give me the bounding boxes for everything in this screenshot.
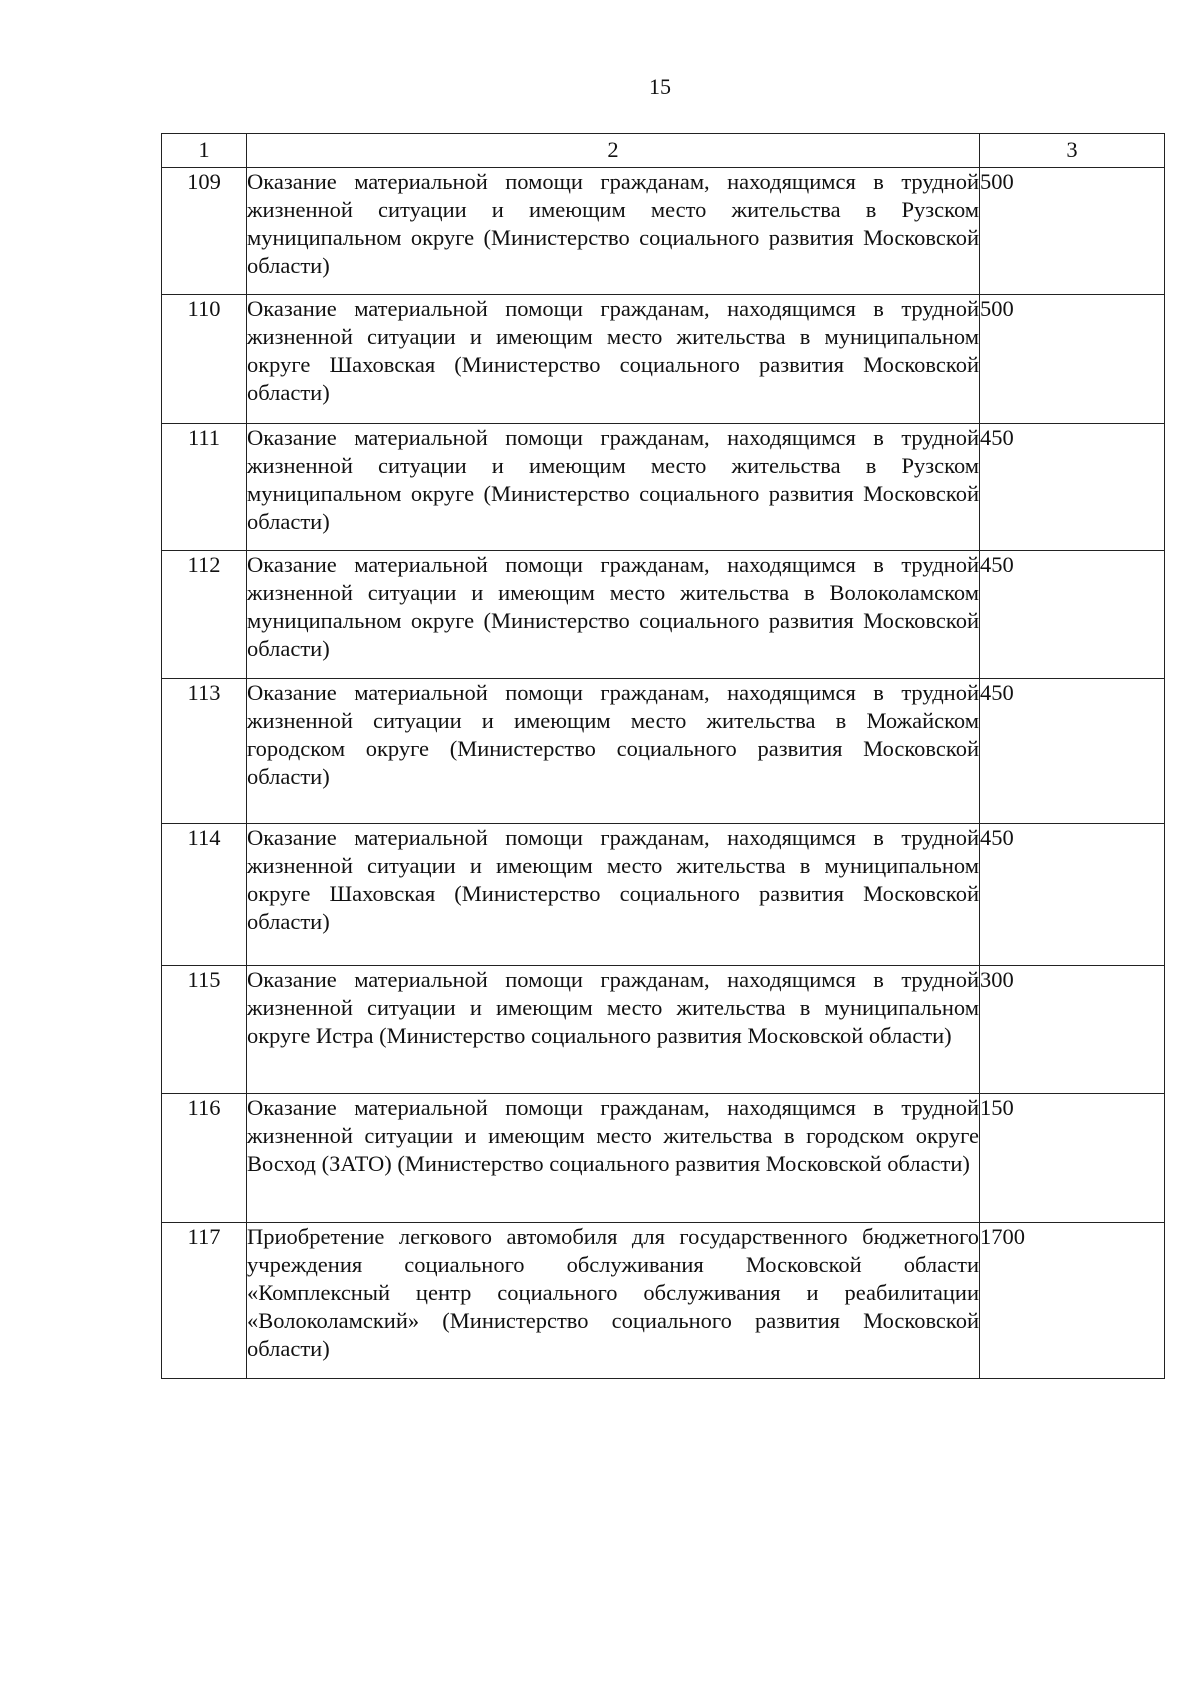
row-number: 113 <box>162 679 247 824</box>
row-description: Оказание материальной помощи гражданам, находящимся в трудной жизненной ситуации и имеющим место жительства в муниципальном округе Истра (Министерство социального развития Московской области) <box>247 966 980 1094</box>
row-amount: 450 <box>980 551 1165 679</box>
page-number: 15 <box>649 74 671 99</box>
row-number: 112 <box>162 551 247 679</box>
table-row <box>162 424 1165 551</box>
row-description: Оказание материальной помощи гражданам, находящимся в трудной жизненной ситуации и имеющим место жительства в Можайском городском округе (Министерство социального развития Московской области) <box>247 679 980 824</box>
row-number: 116 <box>162 1094 247 1223</box>
row-amount: 450 <box>980 679 1165 824</box>
row-number: 114 <box>162 824 247 966</box>
row-amount: 500 <box>980 168 1165 295</box>
row-description: Оказание материальной помощи гражданам, находящимся в трудной жизненной ситуации и имеющим место жительства в городском округе Восход (ЗАТО) (Министерство социального развития Московской области) <box>247 1094 980 1223</box>
row-number: 111 <box>162 424 247 551</box>
table-row <box>162 1223 1165 1379</box>
row-number: 117 <box>162 1223 247 1379</box>
row-amount: 500 <box>980 295 1165 424</box>
row-description: Приобретение легкового автомобиля для государственного бюджетного учреждения социального обслуживания Московской области «Комплексный центр социального обслуживания и реабилитации «Волоколамский» (Министерство социального развития Московской области) <box>247 1223 980 1379</box>
header-cell-description: 2 <box>247 134 980 168</box>
header-cell-amount: 3 <box>980 134 1165 168</box>
budget-table <box>161 133 1165 1379</box>
row-amount: 300 <box>980 966 1165 1094</box>
row-amount: 450 <box>980 824 1165 966</box>
row-number: 109 <box>162 168 247 295</box>
row-description: Оказание материальной помощи гражданам, находящимся в трудной жизненной ситуации и имеющим место жительства в Рузском муниципальном округе (Министерство социального развития Московской области) <box>247 424 980 551</box>
table-row <box>162 966 1165 1094</box>
row-amount: 150 <box>980 1094 1165 1223</box>
table-header-row <box>162 134 1165 168</box>
table-row <box>162 679 1165 824</box>
table-row <box>162 824 1165 966</box>
row-number: 110 <box>162 295 247 424</box>
row-amount: 1700 <box>980 1223 1165 1379</box>
row-description: Оказание материальной помощи гражданам, находящимся в трудной жизненной ситуации и имеющим место жительства в муниципальном округе Шаховская (Министерство социального развития Московской области) <box>247 824 980 966</box>
table-row <box>162 551 1165 679</box>
row-description: Оказание материальной помощи гражданам, находящимся в трудной жизненной ситуации и имеющим место жительства в муниципальном округе Шаховская (Министерство социального развития Московской области) <box>247 295 980 424</box>
row-description: Оказание материальной помощи гражданам, находящимся в трудной жизненной ситуации и имеющим место жительства в Волоколамском муниципальном округе (Министерство социального развития Московской области) <box>247 551 980 679</box>
table-row <box>162 1094 1165 1223</box>
row-description: Оказание материальной помощи гражданам, находящимся в трудной жизненной ситуации и имеющим место жительства в Рузском муниципальном округе (Министерство социального развития Московской области) <box>247 168 980 295</box>
table-row <box>162 295 1165 424</box>
header-cell-number: 1 <box>162 134 247 168</box>
row-amount: 450 <box>980 424 1165 551</box>
row-number: 115 <box>162 966 247 1094</box>
table-row <box>162 168 1165 295</box>
